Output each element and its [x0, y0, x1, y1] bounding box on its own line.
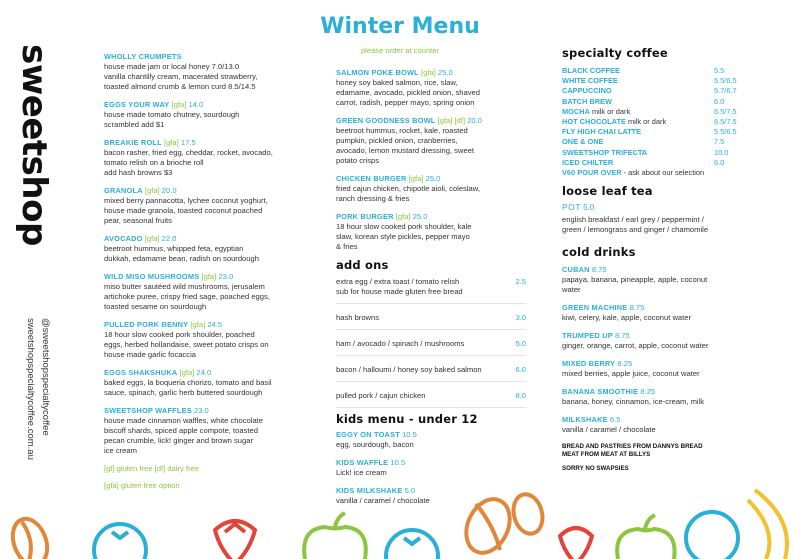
blueberry-icon [94, 524, 146, 559]
item-name: GREEN GOODNESS BOWL [336, 116, 436, 125]
item-price: 8.75 [591, 265, 607, 275]
item-description: fried cajun chicken, chipotle aioli, coleslaw, [336, 184, 480, 193]
coffee-option: milk or dark [625, 117, 667, 127]
item-name: MIXED BERRY [562, 359, 616, 369]
item-name: PORK BURGER [336, 212, 394, 221]
item-name: GREEN MACHINE [562, 303, 628, 313]
coffee-row [562, 97, 772, 107]
addon-label: hash browns [336, 313, 380, 322]
item-description: potato crisps [336, 156, 380, 165]
item-description: dukkah, edamame bean, radish on sourdough [104, 254, 259, 263]
item-description: Lick! ice cream [336, 468, 387, 477]
supplier-note: BREAD AND PASTRIES FROM DANNYS BREAD [562, 443, 703, 451]
coffee-price: 7.5 [714, 137, 725, 147]
item-price: 25.0 [412, 212, 428, 221]
dietary-tag: [gfa] [408, 174, 424, 183]
item-name: KIDS MILKSHAKE [336, 486, 403, 495]
addons-title: add ons [336, 258, 389, 272]
item-description: & fries [336, 242, 358, 251]
item-description: beetroot hummus, whipped feta, egyptian [104, 244, 244, 253]
mains-column [336, 68, 526, 514]
item-price: 8.25 [617, 359, 633, 369]
addon-row [336, 362, 526, 382]
v60-row [562, 168, 772, 178]
item-price: 23.0 [218, 272, 234, 281]
coffee-row [562, 158, 772, 168]
apple-icon-2 [617, 515, 674, 559]
pot-name: POT [562, 202, 581, 213]
item-description: tomato relish on a brioche roll [104, 158, 204, 167]
no-swaps-note: SORRY NO SWAPSIES [562, 465, 629, 473]
coffee-price: 5.7/6.7 [714, 86, 737, 96]
coffee-row [562, 66, 772, 76]
coffee-name: ICED CHILTER [562, 157, 614, 167]
addon-price: 2.5 [515, 277, 526, 286]
dietary-tag: [gfa] [201, 272, 217, 281]
coffee-price: 6.0 [714, 96, 725, 106]
coffee-row [562, 107, 772, 117]
menu-item [104, 138, 309, 178]
coffee-row [562, 117, 772, 127]
coffee-row [562, 76, 772, 86]
dietary-tag: [gfa] [395, 212, 411, 221]
coffee-row [562, 86, 772, 96]
dietary-legend: [gfa] gluten free option [104, 481, 180, 490]
item-price: 17.5 [180, 138, 196, 147]
item-price: 25.0 [425, 174, 441, 183]
blueberry-icon-3 [686, 512, 738, 559]
item-description: honey soy baked salmon, rice, slaw, [336, 78, 458, 87]
item-description: house made tomato chutney, sourdough [104, 110, 240, 119]
addon-row [336, 388, 526, 408]
coffee-name: SWEETSHOP TRIFECTA [562, 147, 648, 157]
coffee-price: 5.5 [714, 66, 725, 75]
banana-icon [748, 490, 787, 559]
instagram-handle: @sweetshopspecialtycoffee [40, 318, 51, 436]
item-description: vanilla chantilly cream, macerated strawberry, [104, 72, 258, 81]
coffee-bean-icon-3 [509, 491, 546, 537]
item-description: slaw, korean style pickles, pepper mayo [336, 232, 470, 241]
item-description: toasted almond crumb & lemon curd 8.5/14.5 [104, 82, 256, 91]
item-description: beetroot hummus, rocket, kale, roasted [336, 126, 468, 135]
item-name: KIDS WAFFLE [336, 458, 389, 467]
addon-price: 8.0 [515, 391, 526, 400]
item-description: ice cream [104, 446, 137, 455]
item-description: scrambled add $1 [104, 120, 165, 129]
kids-menu-title: kids menu - under 12 [336, 412, 478, 426]
coffee-price: 10.0 [714, 147, 729, 157]
item-name: SALMON POKE BOWL [336, 68, 419, 77]
item-description: mixed berries, apple juice, coconut water [562, 369, 700, 379]
addon-label: ham / avocado / spinach / mushrooms [336, 339, 465, 348]
item-name: EGGS YOUR WAY [104, 100, 170, 109]
coffee-name: HOT CHOCOLATE [562, 117, 626, 127]
item-name: AVOCADO [104, 234, 143, 243]
loose-leaf-tea-title: loose leaf tea [562, 184, 653, 199]
dietary-tag: [gfa] [df] [437, 116, 466, 125]
drink-item [562, 265, 772, 295]
coffee-price: 6.0 [714, 157, 725, 167]
coffee-price: 6.5/7.5 [714, 106, 737, 116]
item-description: egg, sourdough, bacon [336, 440, 414, 449]
kids-item [336, 458, 526, 478]
item-name: MILKSHAKE [562, 415, 608, 425]
menu-item [104, 186, 309, 226]
item-price: 5.0 [404, 486, 416, 495]
item-price: 24.0 [196, 368, 212, 377]
item-price: 10.5 [402, 430, 417, 439]
coffee-name: WHITE COFFEE [562, 76, 618, 86]
item-name: SWEETSHOP WAFFLES [104, 406, 192, 415]
coffee-name: BATCH BREW [562, 96, 612, 106]
addon-price: 3.0 [515, 313, 526, 322]
website-url: sweetshopspecialtycoffee.com.au [25, 318, 36, 460]
dietary-tag: [gfa] [144, 186, 160, 195]
v60-note: - ask about our selection [621, 168, 705, 178]
item-description: carrot, radish, pepper mayo, spring onion [336, 98, 475, 107]
kids-item [336, 430, 526, 450]
addon-label: bacon / halloumi / honey soy baked salmon [336, 365, 482, 374]
coffee-option: milk or dark [589, 106, 631, 116]
menu-item [336, 68, 526, 108]
item-price: 20.0 [161, 186, 177, 195]
coffee-name: MOCHA [562, 106, 590, 116]
menu-item [104, 406, 309, 456]
item-description: vanilla / caramel / chocolate [562, 425, 656, 435]
dietary-tag: [gfa] [420, 68, 436, 77]
addon-row [336, 336, 526, 356]
item-name: BREAKIE ROLL [104, 138, 162, 147]
order-note: please order at counter [360, 46, 440, 55]
menu-item [104, 320, 309, 360]
item-description: papaya, banana, pineapple, apple, coconut [562, 275, 708, 285]
dietary-tag: [gfa] [171, 100, 187, 109]
cold-drinks-title: cold drinks [562, 245, 636, 260]
item-price: 14.0 [188, 100, 204, 109]
item-name: CUBAN [562, 265, 590, 275]
addon-label: extra egg / extra toast / tomato relish [336, 277, 460, 286]
menu-item [104, 368, 309, 398]
item-name: BANANA SMOOTHIE [562, 387, 639, 397]
blueberry-icon-2 [386, 530, 438, 559]
item-description: toasted sesame on sourdough [104, 302, 207, 311]
item-price: 10.5 [390, 458, 406, 467]
dietary-tag: [gfa] [190, 320, 206, 329]
coffee-price: 5.5/6.5 [714, 127, 737, 137]
tea-list: english breakfast / earl grey / peppermint / [562, 215, 704, 225]
item-description: ginger, orange, carrot, apple, coconut water [562, 341, 709, 351]
coffee-bean-icon-2 [458, 492, 518, 559]
fruit-decoration [0, 480, 793, 559]
coffee-row [562, 127, 772, 137]
item-description: pumpkin, pickled onion, cranberries, [336, 136, 458, 145]
item-description: sauce, spinach, garlic herb buttered sourdough [104, 388, 263, 397]
addon-row [336, 274, 526, 304]
strawberry-icon-2 [560, 528, 592, 559]
drink-item [562, 303, 772, 323]
item-description: vanilla / caramel / chocolate [336, 496, 430, 505]
item-description: edamame, avocado, pickled onion, shaved [336, 88, 480, 97]
item-description: 18 hour slow cooked pork shoulder, poached [104, 330, 255, 339]
drink-item [562, 387, 772, 407]
item-name: WHOLLY CRUMPETS [104, 52, 182, 61]
item-name: WILD MISO MUSHROOMS [104, 272, 200, 281]
dietary-legend: [gf] gluten free [df] dairy free [104, 464, 199, 473]
breakfast-column [104, 52, 309, 498]
item-price: 6.5 [609, 415, 621, 425]
drink-item [562, 331, 772, 351]
item-description: bacon rasher, fried egg, cheddar, rocket, avocado, [104, 148, 273, 157]
item-name: GRANOLA [104, 186, 143, 195]
addon-row [336, 310, 526, 330]
item-description: house made cinnamon waffles, white chocolate [104, 416, 264, 425]
coffee-name: BLACK COFFEE [562, 66, 620, 75]
item-price: 25.0 [437, 68, 453, 77]
item-price: 8.75 [629, 303, 645, 313]
item-name: CHICKEN BURGER [336, 174, 407, 183]
item-description: pear, seasonal fruits [104, 216, 172, 225]
item-name: EGGY ON TOAST [336, 430, 400, 439]
item-description: pecan crumble, lick! ginger and brown sugar [104, 436, 254, 445]
menu-item [336, 174, 526, 204]
coffee-name: CAPPUCCINO [562, 86, 612, 96]
item-description: miso butter sautéed wild mushrooms, jerusalem [104, 282, 265, 291]
drink-item [562, 415, 772, 435]
v60-name: V60 POUR OVER [562, 168, 622, 178]
item-description: eggs, herbed hollandaise, sweet potato crisps on [104, 340, 269, 349]
item-description: baked eggs, la boqueria chorizo, tomato and basil [104, 378, 272, 387]
menu-item [104, 100, 309, 130]
item-description: water [562, 285, 581, 295]
item-name: PULLED PORK BENNY [104, 320, 189, 329]
item-description: kiwi, celery, kale, apple, coconut water [562, 313, 692, 323]
item-description: house made jam or local honey 7.0/13.0 [104, 62, 240, 71]
item-price: 8.75 [615, 331, 630, 341]
dietary-tag: [gfa] [163, 138, 179, 147]
page-title: Winter Menu [320, 14, 480, 39]
item-description: ranch dressing & fries [336, 194, 410, 203]
coffee-bean-icon [7, 514, 53, 559]
brand-name: sweetshop [14, 44, 54, 246]
addon-price: 6.0 [515, 365, 526, 374]
dietary-tag: [gfa] [179, 368, 195, 377]
addon-label: pulled pork / cajun chicken [336, 391, 426, 400]
tea-pot [562, 202, 772, 213]
menu-item [336, 212, 526, 252]
item-description: house made granola, toasted coconut poached [104, 206, 263, 215]
item-description: house made garlic focaccia [104, 350, 197, 359]
brand-logo [14, 45, 54, 245]
item-description: biscoff shards, spiced apple compote, toasted [104, 426, 258, 435]
supplier-note: MEAT FROM MEAT AT BILLYS [562, 451, 651, 459]
coffee-name: FLY HIGH CHAI LATTE [562, 127, 642, 137]
apple-icon [304, 513, 366, 559]
menu-item [104, 52, 309, 92]
coffee-row [562, 137, 772, 147]
item-description: artichoke puree, crispy fried sage, poached eggs, [104, 292, 270, 301]
item-description: avocado, lemon mustard dressing, sweet [336, 146, 475, 155]
coffee-name: ONE & ONE [562, 137, 604, 147]
item-price: 22.0 [161, 234, 177, 243]
addon-price: 5.0 [515, 339, 526, 348]
item-price: 8.25 [640, 387, 656, 397]
menu-item [104, 234, 309, 264]
coffee-row [562, 148, 772, 158]
menu-item [104, 272, 309, 312]
item-price: 24.5 [207, 320, 223, 329]
item-description: mixed berry pannacotta, lychee coconut yoghurt, [104, 196, 268, 205]
strawberry-icon [215, 521, 255, 559]
item-description: 18 hour slow cooked pork shoulder, kale [336, 222, 472, 231]
coffee-price: 6.5/7.5 [714, 117, 737, 127]
coffee-price: 5.5/6.5 [714, 76, 737, 86]
tea-list: green / lemongrass and ginger / chamomile [562, 225, 709, 235]
item-price: 23.0 [193, 406, 209, 415]
item-description: banana, honey, cinnamon, ice-cream, milk [562, 397, 705, 407]
item-name: TRUMPED UP [562, 331, 613, 341]
menu-item [336, 116, 526, 166]
item-description: add hash browns $3 [104, 168, 173, 177]
pot-price: 5.0 [583, 203, 595, 213]
drinks-column [562, 48, 772, 473]
dietary-tag: [gfa] [144, 234, 160, 243]
addon-label: sub for house made gluten free bread [336, 287, 463, 296]
item-price: 20.0 [467, 116, 482, 125]
drink-item [562, 359, 772, 379]
specialty-coffee-title: specialty coffee [562, 46, 668, 60]
item-name: EGGS SHAKSHUKA [104, 368, 178, 377]
